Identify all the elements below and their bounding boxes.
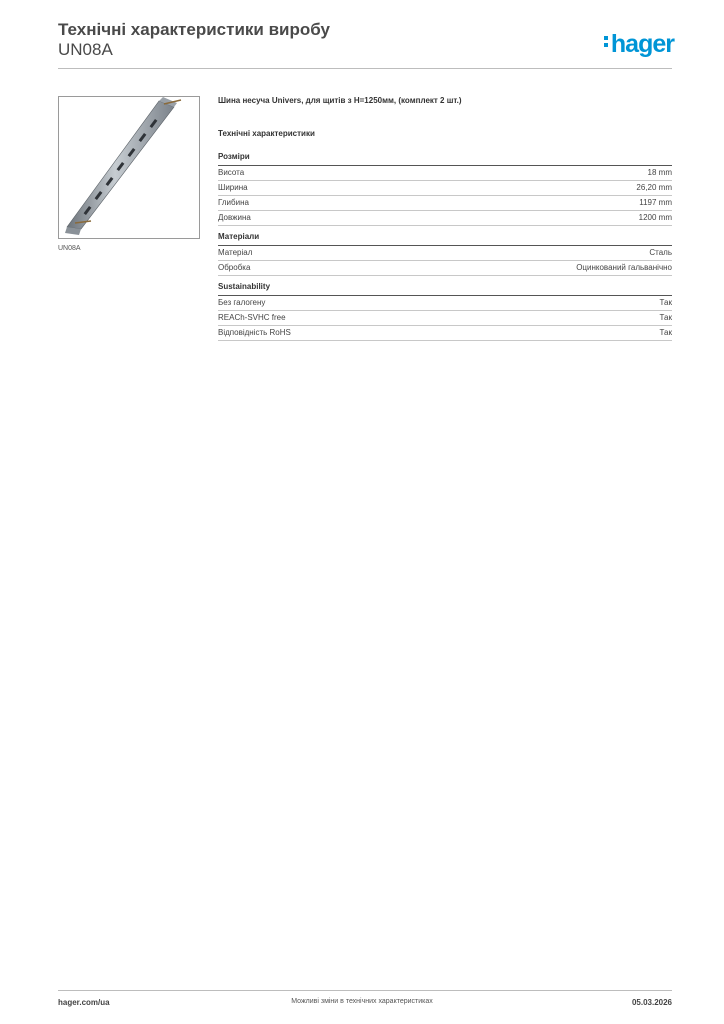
footer-date: 05.03.2026 — [631, 998, 672, 1007]
spec-label: Глибина — [218, 198, 249, 207]
header-divider — [58, 68, 672, 69]
product-image — [58, 96, 200, 239]
group-title: Sustainability — [218, 282, 672, 296]
hager-logo — [604, 30, 674, 59]
page-title: Технічні характеристики виробу — [58, 20, 330, 39]
spec-value: Оцинкований гальванічно — [576, 263, 672, 272]
din-rail-photo-icon — [59, 97, 199, 238]
logo-dots-icon — [604, 33, 608, 50]
spec-row — [218, 326, 672, 341]
spec-group-dimensions — [218, 152, 672, 226]
footer-note: Можливі зміни в технічних характеристиках — [291, 998, 433, 1005]
spec-label: Довжина — [218, 213, 251, 222]
spec-label: Матеріал — [218, 248, 253, 257]
spec-label: Обробка — [218, 263, 251, 272]
spec-label: Висота — [218, 168, 245, 177]
spec-value: 18 mm — [647, 168, 672, 177]
product-code: UN08A — [58, 40, 113, 59]
spec-content — [218, 96, 672, 347]
spec-value: 1197 mm — [639, 198, 672, 207]
spec-value: Так — [659, 313, 672, 322]
footer-website-link[interactable]: hager.com/ua — [58, 998, 110, 1007]
spec-row — [218, 211, 672, 226]
spec-label: REACh-SVHC free — [218, 313, 286, 322]
spec-label: Ширина — [218, 183, 248, 192]
spec-value: Сталь — [649, 248, 672, 257]
specs-section-title: Технічні характеристики — [218, 129, 315, 138]
spec-value: 1200 mm — [638, 213, 672, 222]
spec-value: Так — [659, 298, 672, 307]
spec-label: Без галогену — [218, 298, 266, 307]
spec-value: Так — [659, 328, 672, 337]
spec-row — [218, 166, 672, 181]
spec-label: Відповідність RoHS — [218, 328, 291, 337]
spec-row — [218, 311, 672, 326]
spec-row — [218, 246, 672, 261]
product-name: Шина несуча Univers, для щитів з H=1250мм, (комплект 2 шт.) — [218, 96, 462, 105]
spec-row — [218, 196, 672, 211]
footer-divider — [58, 990, 672, 991]
logo-text: hager — [610, 30, 674, 58]
group-title: Матеріали — [218, 232, 672, 246]
spec-value: 26,20 mm — [636, 183, 672, 192]
spec-group-materials — [218, 232, 672, 276]
spec-row — [218, 296, 672, 311]
spec-row — [218, 261, 672, 276]
image-caption: UN08A — [58, 245, 81, 252]
group-title: Розміри — [218, 152, 672, 166]
spec-row — [218, 181, 672, 196]
spec-group-sustainability — [218, 282, 672, 341]
